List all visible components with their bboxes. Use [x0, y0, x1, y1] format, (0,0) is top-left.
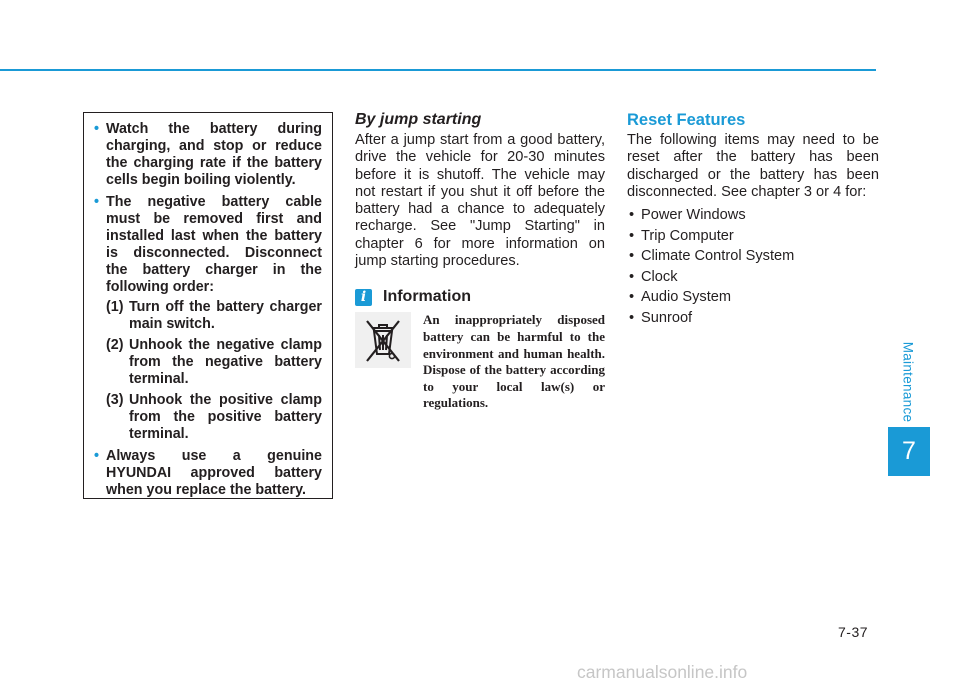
- section-tab-label[interactable]: [897, 338, 919, 426]
- information-title: Information: [383, 288, 471, 306]
- bullet-icon: •: [94, 121, 100, 137]
- disconnect-steps: [106, 299, 322, 443]
- feature-label: Clock: [641, 268, 678, 285]
- warning-item: [94, 448, 322, 499]
- bullet-icon: •: [629, 207, 635, 224]
- bullet-icon: •: [629, 227, 635, 244]
- jump-starting-section: [355, 110, 605, 412]
- bullet-icon: •: [94, 194, 100, 210]
- bullet-icon: •: [629, 248, 635, 265]
- warning-item: [94, 194, 322, 443]
- information-body: [355, 312, 605, 412]
- section-name: Maintenance: [900, 341, 916, 423]
- reset-features-list: [627, 205, 879, 328]
- warning-list: [94, 121, 322, 499]
- list-item: [627, 205, 879, 226]
- bullet-icon: •: [629, 268, 635, 285]
- jump-starting-body: After a jump start from a good battery, drive the vehicle for 20-30 minutes before it is shutoff. The vehicle may not restart if you shut it off before the battery had a chance to adequately recharge. See "Jump Starting" in chapter 6 for more information on jump starting procedures.: [355, 132, 605, 270]
- bullet-icon: •: [94, 448, 100, 464]
- watermark: carmanualsonline.info: [577, 662, 748, 682]
- step-item: [106, 337, 322, 388]
- list-item: [627, 246, 879, 267]
- list-item: [627, 308, 879, 329]
- feature-label: Audio System: [641, 289, 732, 306]
- info-icon: i: [355, 289, 372, 306]
- step-item: [106, 299, 322, 333]
- bullet-icon: •: [629, 309, 635, 326]
- feature-label: Power Windows: [641, 207, 746, 224]
- reset-features-body: The following items may need to be reset after the battery has been discharged or the battery has been disconnected. See chapter 3 or 4 for:: [627, 132, 879, 200]
- warning-text: Watch the battery during charging, and stop or reduce the charging rate if the battery cells begin boiling violently.: [106, 121, 322, 188]
- step-number: (2): [106, 337, 124, 353]
- information-header: [355, 288, 605, 306]
- feature-label: Trip Computer: [641, 227, 734, 244]
- feature-label: Climate Control System: [641, 248, 795, 265]
- reset-features-section: [627, 110, 879, 328]
- page-number: 7-37: [838, 624, 869, 640]
- chapter-tab[interactable]: 7: [888, 427, 930, 476]
- step-number: (3): [106, 392, 124, 408]
- warning-item: [94, 121, 322, 189]
- step-number: (1): [106, 299, 124, 315]
- step-text: Turn off the battery charger main switch.: [129, 299, 322, 332]
- top-rule: [0, 69, 876, 71]
- information-text: An inappropriately disposed battery can be harmful to the environment and human health. Dispose of the battery according to your local law(s) or regulations.: [423, 312, 605, 411]
- list-item: [627, 267, 879, 288]
- warning-text: The negative battery cable must be removed first and installed last when the battery is disconnected. Disconnect the battery charger in the following order:: [106, 194, 322, 295]
- list-item: [627, 287, 879, 308]
- step-text: Unhook the negative clamp from the negative battery terminal.: [129, 337, 322, 387]
- reset-features-heading: Reset Features: [627, 111, 746, 129]
- warning-box: [83, 112, 333, 499]
- jump-starting-heading: By jump starting: [355, 111, 482, 128]
- step-text: Unhook the positive clamp from the positive battery terminal.: [129, 392, 322, 442]
- bullet-icon: •: [629, 289, 635, 306]
- list-item: [627, 226, 879, 247]
- warning-text: Always use a genuine HYUNDAI approved battery when you replace the battery.: [106, 448, 322, 498]
- crossed-out-wheeled-bin-icon: [355, 312, 411, 368]
- feature-label: Sunroof: [641, 309, 693, 326]
- step-item: [106, 392, 322, 443]
